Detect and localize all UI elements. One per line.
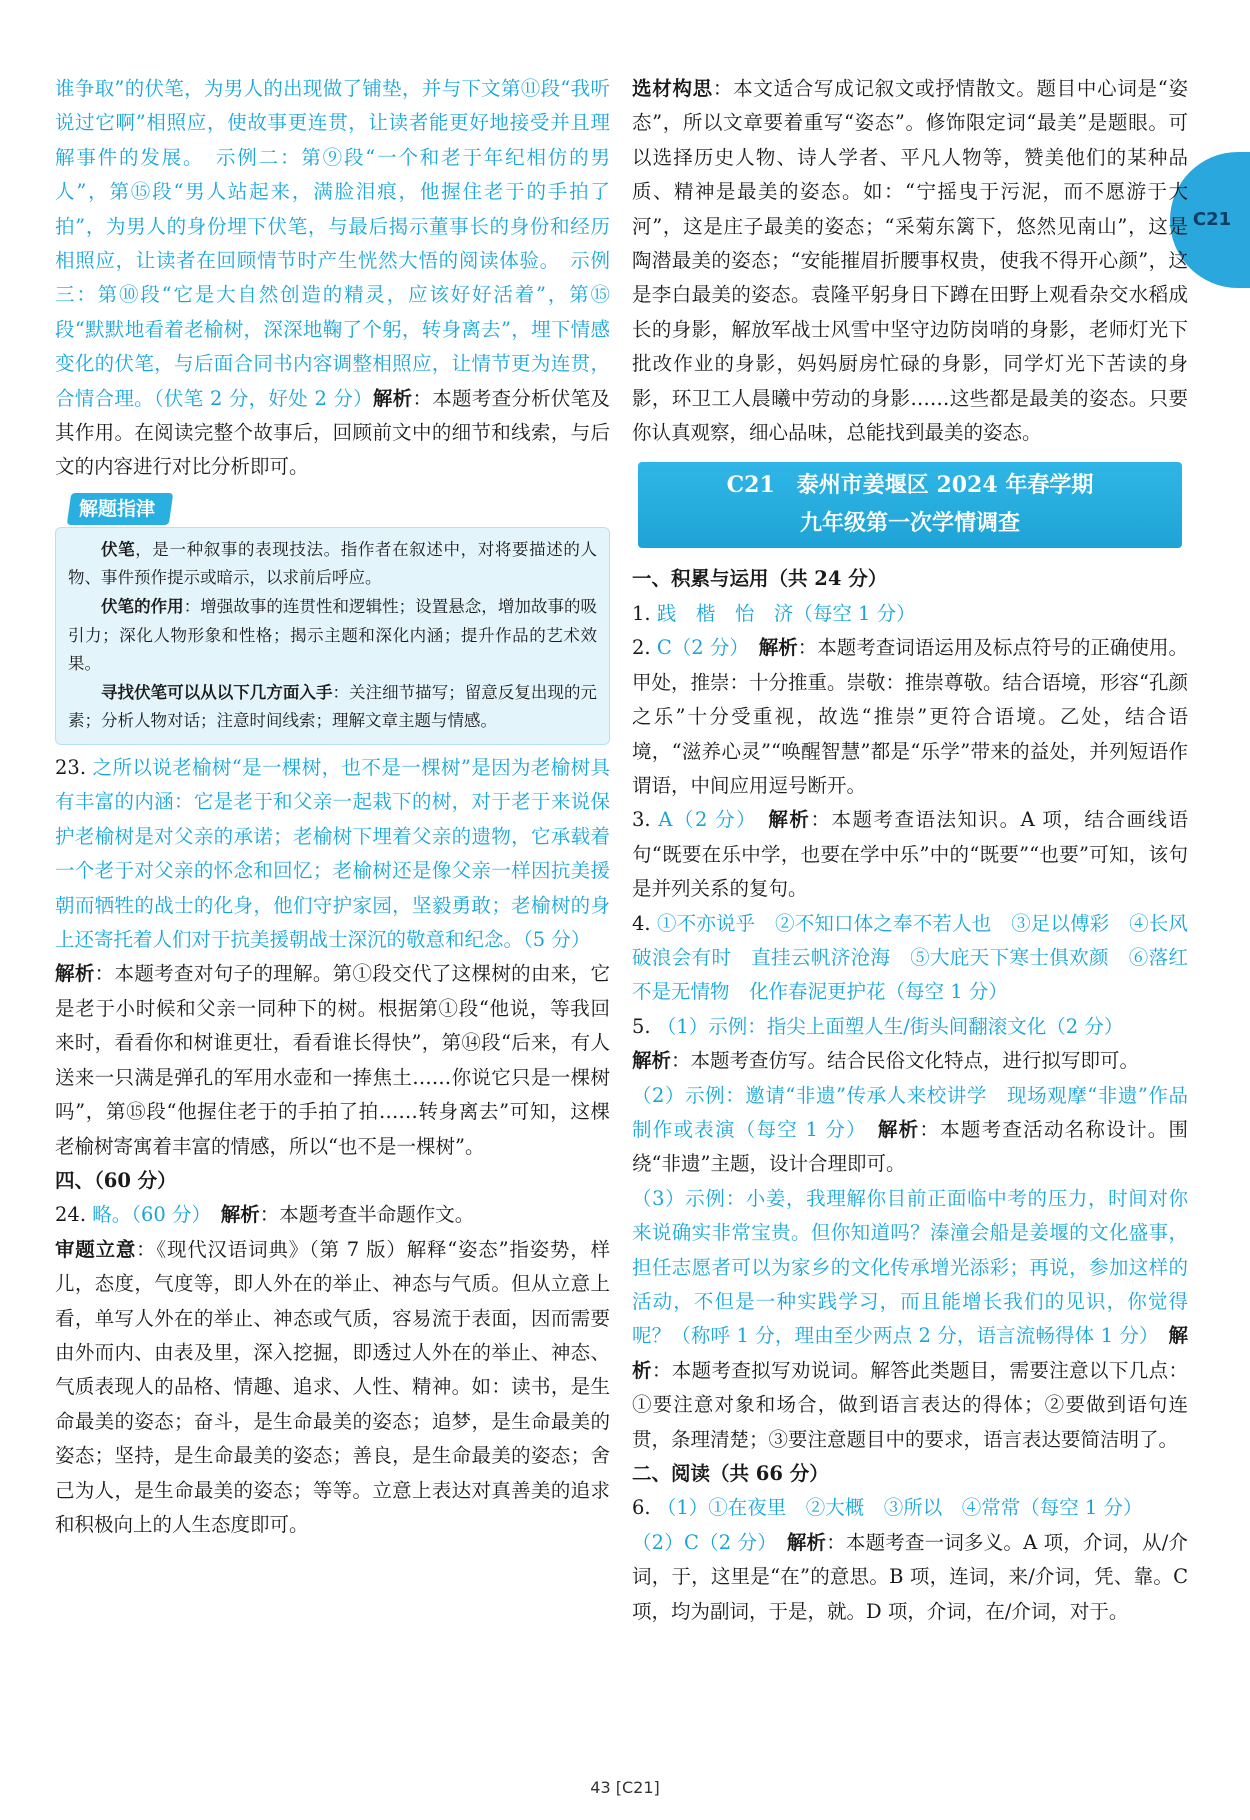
q5-2-answer: （2）示例：邀请“非遗”传承人来校讲学 现场观摩“非遗”作品制作或表演（每空 1 分） 解析：本题考查活动名称设计。围绕“非遗”主题，设计合理即可。 [632,1083,1188,1176]
left-column [55,72,610,1542]
q5-3-answer: （3）示例：小姜，我理解你目前正面临中考的压力，时间对你来说确实非常宝贵。但你知道吗？溱潼会船是姜堰的文化盛事，担任志愿者可以为家乡的文化传承增光添彩；再说，参加这样的活动，不但是一种实践学习，而且能增长我们的见识，你觉得呢？（称呼 1 分，理由至少两点 2 分，语言流畅得体 1 分） 解析：本题考查拟写劝说词。解答此类题目，需要注意以下几点：①要注意对象和场合，做到语言表达的得体；②要做到语句连贯，条理清楚；③要注意题目中的要求，语言表达要简洁明了。 [632,1186,1188,1451]
tip-item: 伏笔，是一种叙事的表现技法。指作者在叙述中，对将要描述的人物、事件预作提示或暗示，以求前后呼应。 [68,539,597,588]
tip-header: 解题指津 [67,493,174,525]
q3-answer: 3. A（2 分） 解析：本题考查语法知识。A 项，结合画线语句“既要在乐中学，也要在学中乐”中的“既要”“也要”可知，该句是并列关系的复句。 [632,808,1189,901]
tip-item: 伏笔的作用：增强故事的连贯性和逻辑性；设置悬念，增加故事的吸引力；深化人物形象和性格；揭示主题和深化内涵；提升作品的艺术效果。 [68,597,598,674]
section-one-heading: 一、积累与运用（共 24 分） [632,567,888,591]
chapter-side-tab: C21 [1170,152,1250,288]
q23-answer: 23. 之所以说老榆树“是一棵树，也不是一棵树”是因为老榆树具有丰富的内涵：它是老于和父亲一起栽下的树，对于老于来说保护老榆树是对父亲的承诺；老榆树下埋着父亲的遗物，它承载着一个老于对父亲的怀念和回忆；老榆树还是像父亲一样因抗美援朝而牺牲的战士的化身，他们守护家园，坚毅勇敢；老榆树的身上还寄托着人们对于抗美援朝战士深沉的敬意和纪念。（5 分） [55,756,610,952]
tip-item: 寻找伏笔可以从以下几方面入手：关注细节描写；留意反复出现的元素；分析人物对话；注意时间线索；理解文章主题与情感。 [68,682,598,731]
q4-answer: 4. ①不亦说乎 ②不知口体之奉不若人也 ③足以傅彩 ④长风破浪会有时 直挂云帆济沧海 ⑤大庇天下寒士俱欢颜 ⑥落红不是无情物 化作春泥更护花（每空 1 分） [632,911,1188,1004]
q5-1-answer: 5. （1）示例：指尖上面塑人生/街头间翻滚文化（2 分） [632,1014,1124,1038]
section-four-heading: 四、（60 分） [55,1168,177,1192]
section-two-heading: 二、阅读（共 66 分） [632,1462,829,1486]
q6-2-answer: （2）C（2 分） 解析：本题考查一词多义。A 项，介词，从/介词，于，这里是“在”的意思。B 项，连词，来/介词，凭、靠。C 项，均为副词，于是，就。D 项，介词，在/介词，对于。 [632,1530,1188,1623]
q1-answer: 1. 践 楷 怡 济（每空 1 分） [632,601,916,625]
tip-box [55,527,610,745]
page-number: 43 [C21] [590,1778,660,1797]
exam-title-banner: C21 泰州市姜堰区 2024 年春学期 九年级第一次学情调查 [638,462,1182,548]
q24-topic-analysis: 审题立意：《现代汉语词典》（第 7 版）解释“姿态”指姿势，样儿，态度，气度等，即人外在的举止、神态与气质。但从立意上看，单写人外在的举止、神态或气质，容易流于表面，因而需要由外而内、由表及里，深入挖掘，即透过人外在的举止、神态、气质表现人的品格、情趣、追求、人性、精神。如：读书，是生命最美的姿态；奋斗，是生命最美的姿态；追梦，是生命最美的姿态；坚持，是生命最美的姿态；善良，是生命最美的姿态；舍己为人，是生命最美的姿态；等等。立意上表达对真善美的追求和积极向上的人生态度即可。 [55,1237,610,1536]
q5-1-analysis: 解析：本题考查仿写。结合民俗文化特点，进行拟写即可。 [632,1049,1140,1073]
q2-answer: 2. C（2 分） 解析：本题考查词语运用及标点符号的正确使用。甲处，推崇：十分推重。崇敬：推崇尊敬。结合语境，形容“孔颜之乐”十分受重视，故选“推崇”更符合语境。乙处，结合语境，“滋养心灵”“唤醒智慧”都是“乐学”带来的益处，并列短语作谓语，中间应用逗号断开。 [632,636,1188,797]
q24-answer: 24. 略。（60 分） 解析：本题考查半命题作文。 [55,1203,475,1227]
right-column [632,72,1188,1629]
q24-material-ideas: 选材构思：本文适合写成记叙文或抒情散文。题目中心词是“姿态”，所以文章要着重写“姿态”。修饰限定词“最美”是题眼。可以选择历史人物、诗人学者、平凡人物等，赞美他们的某种品质、精神是最美的姿态。如：“宁摇曳于污泥，而不愿游于大河”，这是庄子最美的姿态；“采菊东篱下，悠然见南山”，这是陶潜最美的姿态；“安能摧眉折腰事权贵，使我不得开心颜”，这是李白最美的姿态。袁隆平躬身日下蹲在田野上观看杂交水稻成长的身影，解放军战士风雪中坚守边防岗哨的身影，老师灯光下批改作业的身影，妈妈厨房忙碌的身影，同学灯光下苦读的身影，环卫工人晨曦中劳动的身影……这些都是最美的姿态。只要你认真观察，细心品味，总能找到最美的姿态。 [632,77,1188,445]
q22-answer-paragraph: 谁争取”的伏笔，为男人的出现做了铺垫，并与下文第⑪段“我听说过它啊”相照应，使故事更连贯，让读者能更好地接受并且理解事件的发展。 示例二：第⑨段“一个和老于年纪相仿的男人”，第⑮段“男人站起来，满脸泪痕，他握住老于的手拍了拍”，为男人的身份埋下伏笔，与最后揭示董事长的身份和经历相照应，让读者在回顾情节时产生恍然大悟的阅读体验。 示例三：第⑩段“它是大自然创造的精灵，应该好好活着”，第⑮段“默默地看着老榆树，深深地鞠了个躬，转身离去”，埋下情感变化的伏笔，与后面合同书内容调整相照应，让情节更为连贯，合情合理。（伏笔 2 分，好处 2 分）解析：本题考查分析伏笔及其作用。在阅读完整个故事后，回顾前文中的细节和线索，与后文的内容进行对比分析即可。 [55,77,610,479]
q6-1-answer: 6. （1）①在夜里 ②大概 ③所以 ④常常（每空 1 分） [632,1496,1143,1520]
q23-analysis: 解析：本题考查对句子的理解。第①段交代了这棵树的由来，它是老于小时候和父亲一同种下的树。根据第①段“他说，等我回来时，看看你和树谁更壮，看看谁长得快”，第⑭段“后来，有人送来一只满是弹孔的军用水壶和一捧焦土……你说它只是一棵树吗”，第⑮段“他握住老于的手拍了拍……转身离去”可知，这棵老榆树寄寓着丰富的情感，所以“也不是一棵树”。 [55,962,610,1158]
